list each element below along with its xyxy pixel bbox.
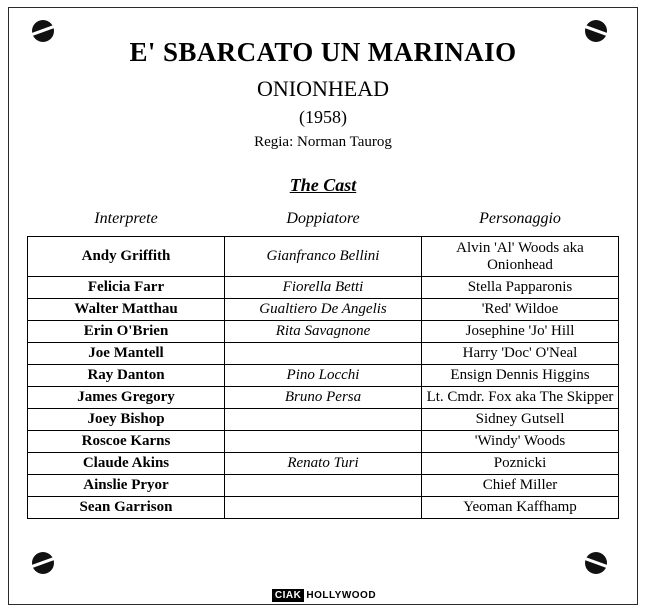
cast-table [27,208,619,519]
release-year: (1958) [299,107,347,127]
director-line: Regia: Norman Taurog [254,134,392,150]
cell-interprete: Roscoe Karns [28,431,225,453]
cell-doppiatore [225,431,422,453]
cell-personaggio: 'Windy' Woods [422,431,619,453]
cell-interprete: Andy Griffith [28,237,225,277]
original-title: ONIONHEAD [257,76,389,101]
cell-doppiatore [225,475,422,497]
cell-doppiatore [225,409,422,431]
cell-doppiatore: Renato Turi [225,453,422,475]
cell-doppiatore [225,497,422,519]
cell-interprete: Ray Danton [28,365,225,387]
cell-interprete: Claude Akins [28,453,225,475]
cell-personaggio: Stella Papparonis [422,277,619,299]
table-row [28,387,619,409]
cell-interprete: Felicia Farr [28,277,225,299]
cell-personaggio: Yeoman Kaffhamp [422,497,619,519]
table-row [28,431,619,453]
cell-personaggio: Lt. Cmdr. Fox aka The Skipper [422,387,619,409]
document-content [8,7,638,605]
table-row [28,321,619,343]
table-row [28,277,619,299]
footer-logo [0,590,648,601]
cell-interprete: Walter Matthau [28,299,225,321]
cell-interprete: Erin O'Brien [28,321,225,343]
cell-doppiatore: Pino Locchi [225,365,422,387]
footer-logo-ciak: CIAK [272,589,304,602]
table-row [28,343,619,365]
cell-personaggio: Ensign Dennis Higgins [422,365,619,387]
cell-interprete: Sean Garrison [28,497,225,519]
cell-doppiatore: Fiorella Betti [225,277,422,299]
cell-interprete: Joe Mantell [28,343,225,365]
table-row [28,237,619,277]
column-header-doppiatore: Doppiatore [286,210,360,227]
cell-personaggio: Alvin 'Al' Woods aka Onionhead [422,237,619,277]
footer-logo-hollywood: HOLLYWOOD [306,590,377,601]
cell-interprete: Joey Bishop [28,409,225,431]
cell-doppiatore: Gualtiero De Angelis [225,299,422,321]
cast-table-body [28,237,619,519]
cell-personaggio: 'Red' Wildoe [422,299,619,321]
cast-section-heading: The Cast [289,175,357,195]
table-row [28,497,619,519]
cell-personaggio: Sidney Gutsell [422,409,619,431]
cell-doppiatore [225,343,422,365]
column-header-interprete: Interprete [94,210,158,227]
cell-interprete: James Gregory [28,387,225,409]
cell-doppiatore: Rita Savagnone [225,321,422,343]
column-header-personaggio: Personaggio [479,210,561,227]
table-row [28,299,619,321]
table-row [28,453,619,475]
cell-personaggio: Harry 'Doc' O'Neal [422,343,619,365]
cell-doppiatore: Bruno Persa [225,387,422,409]
cell-personaggio: Chief Miller [422,475,619,497]
table-row [28,475,619,497]
table-header-row [28,208,619,237]
cell-personaggio: Poznicki [422,453,619,475]
table-row [28,365,619,387]
cell-doppiatore: Gianfranco Bellini [225,237,422,277]
cell-interprete: Ainslie Pryor [28,475,225,497]
cell-personaggio: Josephine 'Jo' Hill [422,321,619,343]
page-title: E' SBARCATO UN MARINAIO [129,37,517,67]
table-row [28,409,619,431]
